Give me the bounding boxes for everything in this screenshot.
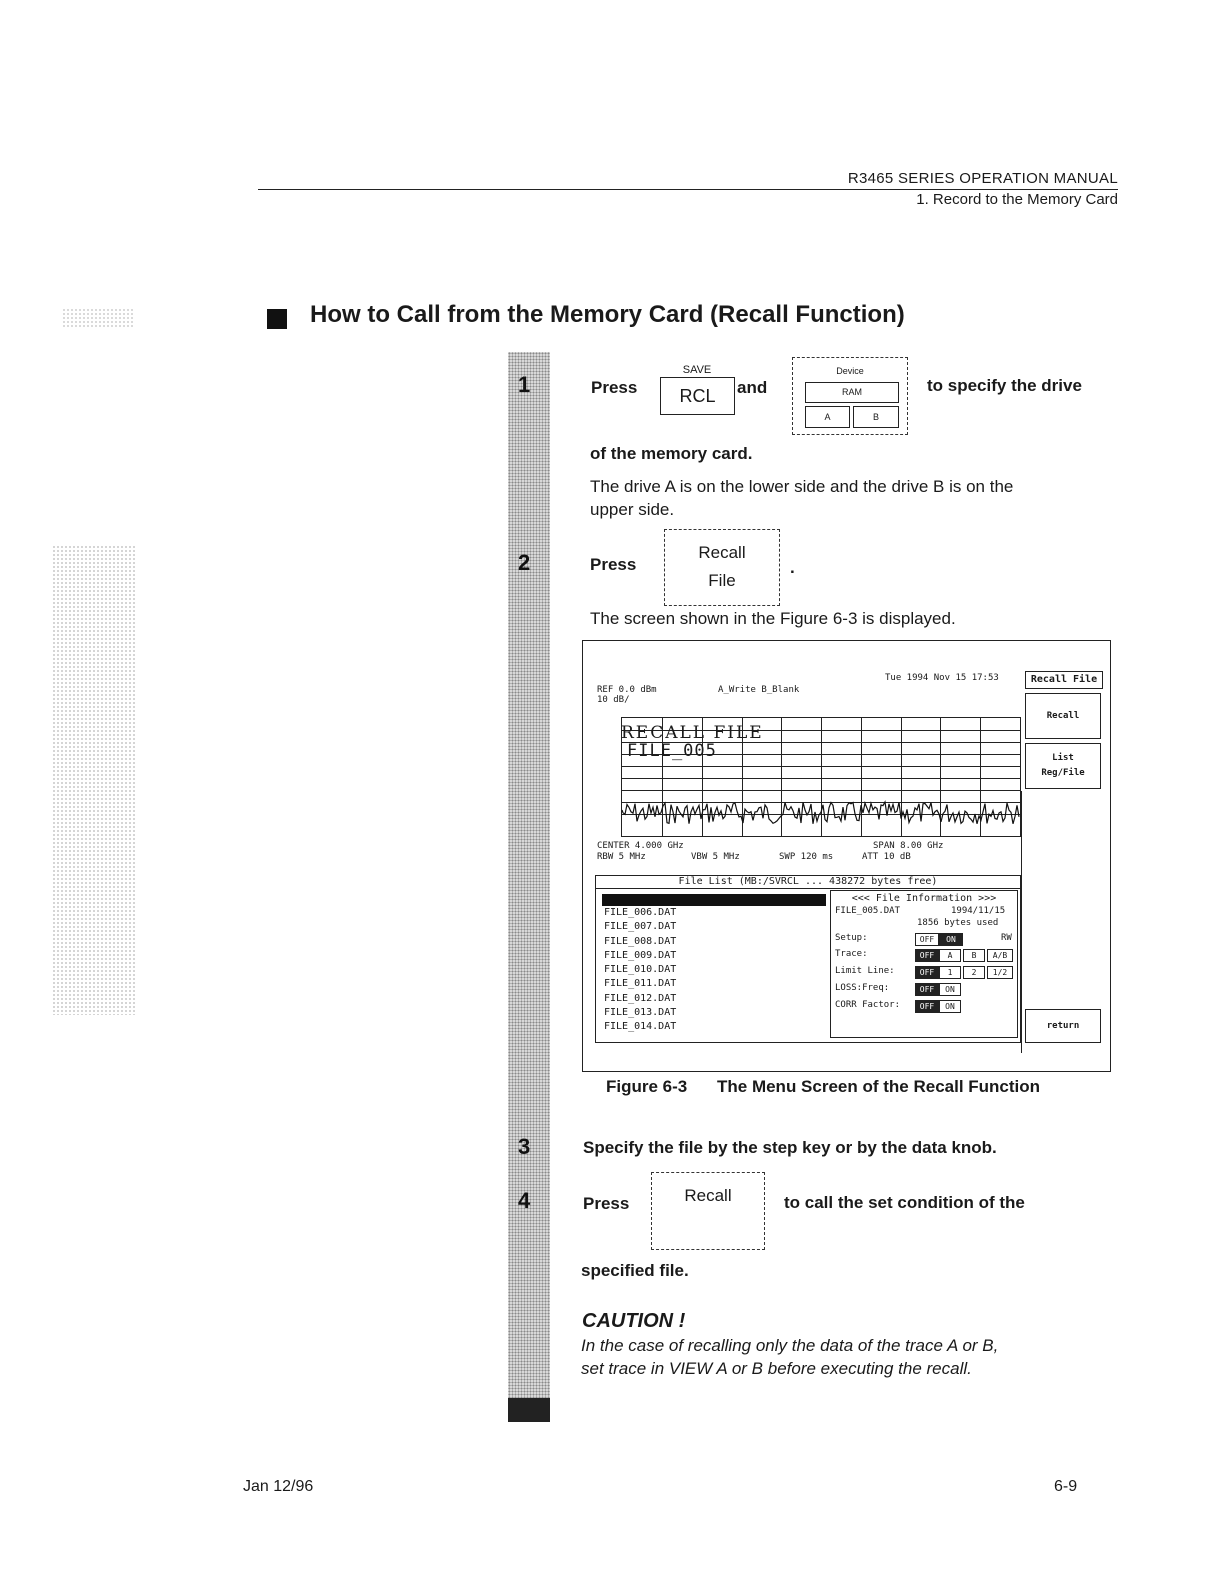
step1-text-line2: of the memory card. (590, 444, 753, 463)
device-ram-key[interactable]: RAM (805, 382, 899, 403)
manual-title: R3465 SERIES OPERATION MANUAL (847, 170, 1118, 187)
step4-text-after: to call the set condition of the (784, 1193, 1025, 1212)
screen-rbw: RBW 5 MHz (597, 852, 646, 862)
info-file: FILE_005.DAT (835, 906, 901, 916)
trace-b-tag: B (963, 949, 985, 962)
recall-file-softkey[interactable] (664, 529, 780, 606)
figure-screen (582, 640, 1111, 1072)
loss-on-tag: ON (939, 983, 961, 996)
step2-press: Press (590, 555, 637, 574)
info-trace-label: Trace: (835, 949, 868, 959)
setup-rw: RW (1001, 933, 1012, 943)
file-list-item[interactable]: FILE_008.DAT (604, 935, 677, 947)
recall-file-line2: File (708, 571, 736, 590)
caution-line2: set trace in VIEW A or B before executing the recall. (581, 1359, 972, 1378)
softkey-menu-title: Recall File (1025, 671, 1103, 689)
screen-scale: 10 dB/ (597, 695, 630, 705)
softkey-divider (1021, 791, 1022, 1053)
step1-press: Press (591, 378, 638, 397)
softkey-recall[interactable]: Recall (1025, 693, 1101, 739)
corr-off-tag: OFF (915, 1000, 939, 1013)
limit-1-tag: 1 (939, 966, 961, 979)
step2-period: . (790, 558, 795, 577)
file-list-item[interactable]: FILE_007.DAT (604, 921, 677, 933)
section-title: How to Call from the Memory Card (Recall Function) (310, 301, 905, 328)
rcl-key[interactable]: RCL (660, 377, 735, 415)
trace-a-tag: A (939, 949, 961, 962)
step1-note2: upper side. (590, 500, 675, 519)
scan-artifact-strip (52, 545, 137, 1015)
caution-heading: CAUTION ! (582, 1310, 686, 1332)
file-list-header: File List (MB:/SVRCL ... 438272 bytes free) (596, 876, 1020, 889)
info-loss-label: LOSS:Freq: (835, 983, 890, 993)
trace-off-tag: OFF (915, 949, 939, 962)
step1-note: The drive A is on the lower side and the drive B is on the (590, 477, 1014, 496)
step-sidebar-end (508, 1398, 550, 1422)
step4-text-line2: specified file. (581, 1261, 689, 1280)
recall-softkey-label: Recall (684, 1186, 732, 1205)
file-list-item[interactable]: FILE_006.DAT (604, 907, 677, 918)
file-info-box (830, 890, 1018, 1038)
loss-off-tag: OFF (915, 983, 939, 996)
scan-artifact-top (62, 308, 134, 328)
softkey-list-line1: List (1052, 753, 1074, 763)
file-list-item[interactable]: FILE_012.DAT (604, 992, 677, 1004)
step1-and: and (737, 378, 768, 397)
device-label: Device (836, 366, 864, 376)
screen-span: SPAN 8.00 GHz (873, 841, 944, 851)
step-number-2: 2 (518, 550, 531, 575)
chapter-title: 1. Record to the Memory Card (916, 191, 1118, 208)
file-list-item[interactable]: FILE_011.DAT (604, 978, 677, 990)
screen-att: ATT 10 dB (862, 852, 911, 862)
recall-softkey[interactable] (651, 1172, 765, 1250)
screen-ref-level: REF 0.0 dBm (597, 685, 657, 695)
file-list[interactable] (604, 906, 824, 1035)
recall-file-line1: Recall (698, 543, 746, 562)
info-bytes: 1856 bytes used (917, 918, 999, 928)
info-title: <<< File Information >>> (851, 893, 997, 904)
device-a-key[interactable]: A (805, 406, 850, 428)
figure-caption-number: Figure 6-3 (606, 1077, 688, 1096)
screen-vbw: VBW 5 MHz (691, 852, 740, 862)
footer-page: 6-9 (1054, 1478, 1078, 1495)
limit-2-tag: 2 (963, 966, 985, 979)
step4-press: Press (583, 1194, 630, 1213)
limit-12-tag: 1/2 (987, 966, 1013, 979)
header-rule (258, 189, 1118, 190)
file-list-item[interactable]: FILE_013.DAT (604, 1007, 677, 1019)
overlay-file: FILE_005 (627, 741, 717, 761)
setup-off-tag: OFF (915, 933, 939, 946)
trace-ab-tag: A/B (987, 949, 1013, 962)
step1-text-after: to specify the drive (927, 376, 1082, 395)
overlay-title: RECALL FILE (621, 723, 764, 743)
screen-center: CENTER 4.000 GHz (597, 841, 684, 851)
step-number-3: 3 (518, 1134, 531, 1159)
info-date: 1994/11/15 (951, 906, 1006, 916)
step3-text: Specify the file by the step key or by the data knob. (583, 1138, 997, 1157)
corr-on-tag: ON (939, 1000, 961, 1013)
softkey-return[interactable]: return (1025, 1009, 1101, 1043)
save-label: SAVE (682, 364, 712, 376)
step-number-1: 1 (518, 372, 531, 397)
file-list-item[interactable]: FILE_014.DAT (604, 1021, 677, 1033)
figure-caption-text: The Menu Screen of the Recall Function (717, 1077, 1041, 1096)
device-b-key[interactable]: B (853, 406, 899, 428)
limit-off-tag: OFF (915, 966, 939, 979)
footer-date: Jan 12/96 (243, 1478, 314, 1495)
step-sidebar (508, 352, 550, 1422)
section-bullet (267, 309, 287, 329)
info-setup-label: Setup: (835, 933, 868, 943)
step2-result: The screen shown in the Figure 6-3 is displayed. (590, 609, 956, 628)
softkey-list-reg-file[interactable] (1025, 743, 1101, 789)
info-corr-label: CORR Factor: (835, 1000, 901, 1010)
caution-line1: In the case of recalling only the data of the trace A or B, (581, 1336, 999, 1355)
screen-datetime: Tue 1994 Nov 15 17:53 (885, 673, 999, 683)
screen-trace-mode: A_Write B_Blank (718, 685, 800, 695)
file-list-selection[interactable] (602, 894, 826, 906)
info-limit-label: Limit Line: (835, 966, 895, 976)
file-list-item[interactable]: FILE_009.DAT (604, 949, 677, 961)
screen-swp: SWP 120 ms (779, 852, 834, 862)
softkey-list-line2: Reg/File (1041, 768, 1085, 778)
file-list-item[interactable]: FILE_010.DAT (604, 964, 677, 976)
file-list-panel (595, 875, 1021, 1043)
setup-on-tag: ON (939, 933, 963, 946)
step-number-4: 4 (518, 1188, 531, 1213)
